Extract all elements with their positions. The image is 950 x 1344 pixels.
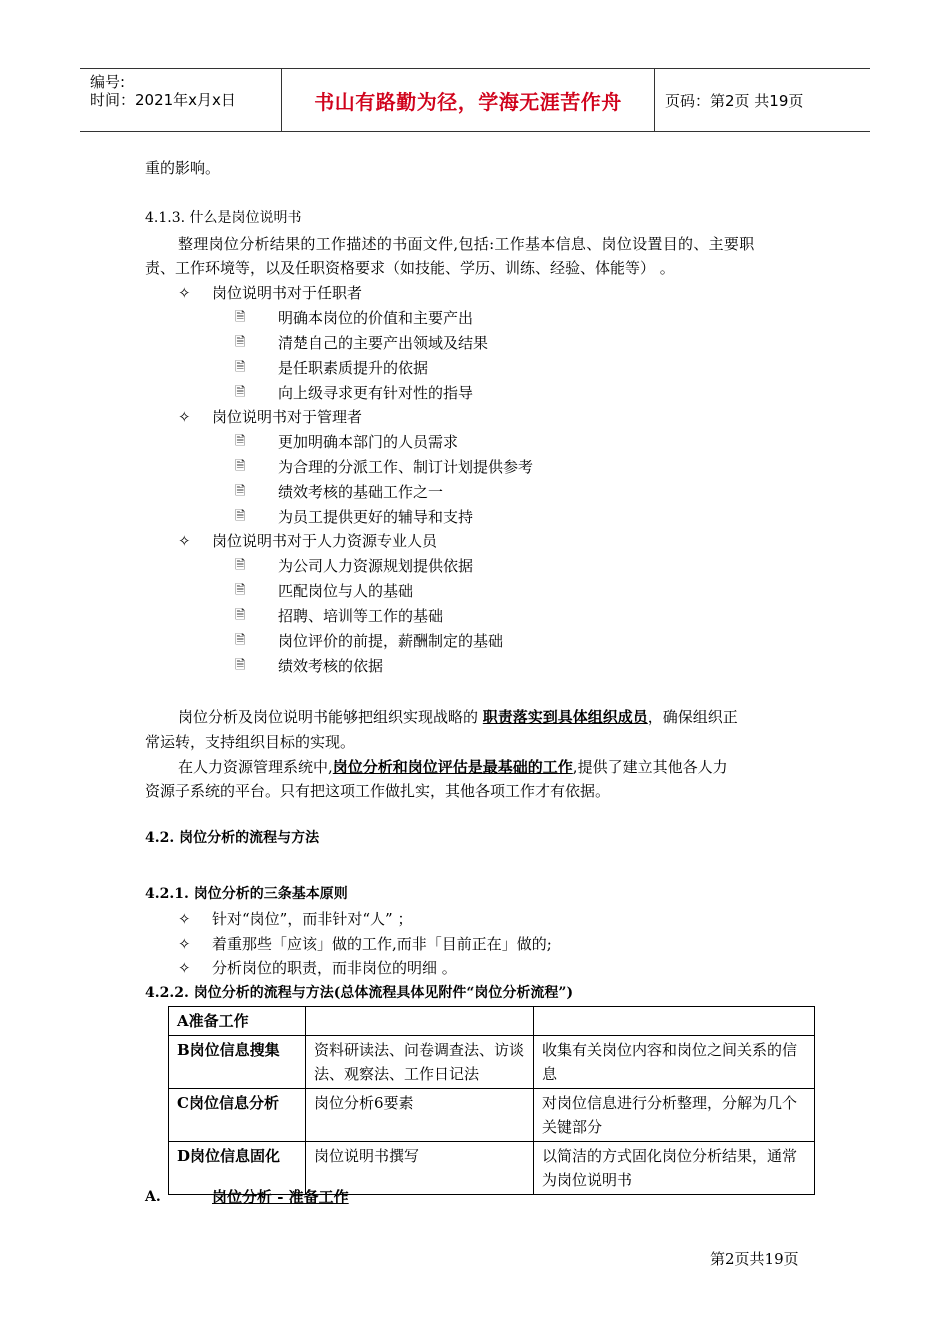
method-cell: [306, 1007, 534, 1036]
method-cell: 资料研读法、问卷调查法、访谈法、观察法、工作日记法: [306, 1036, 534, 1089]
list-item: 更加明确本部门的人员需求: [278, 433, 459, 451]
desc-cell: 对岗位信息进行分析整理，分解为几个关键部分: [534, 1089, 815, 1142]
emphasis-text: 职责落实到具体组织成员: [482, 708, 648, 726]
header-page-label: 页码：第2页 共19页: [665, 91, 804, 110]
diamond-bullet-icon: ✧: [178, 284, 191, 302]
list-item: 是任职素质提升的依据: [278, 359, 429, 377]
document-bullet-icon: 🗎: [235, 310, 246, 325]
diamond-bullet-icon: ✧: [178, 532, 191, 550]
step-cell: B岗位信息搜集: [169, 1036, 306, 1089]
emphasis-text: 岗位分析和岗位评估是最基础的工作: [332, 758, 573, 776]
header-meta: [80, 69, 282, 131]
list-item: 招聘、培训等工作的基础: [278, 607, 444, 625]
list-item: 为公司人力资源规划提供依据: [278, 557, 474, 575]
document-bullet-icon: 🗎: [235, 509, 246, 524]
diamond-bullet-icon: ✧: [178, 935, 191, 953]
footer-page-number: 第2页共19页: [710, 1250, 799, 1268]
principle-item: 针对“岗位”，而非针对“人” ；: [212, 910, 413, 928]
step-cell: D岗位信息固化: [169, 1142, 306, 1195]
diamond-bullet-icon: ✧: [178, 959, 191, 977]
page-header: [80, 68, 870, 132]
diamond-bullet-icon: ✧: [178, 910, 191, 928]
time-label: 时间：2021年x月x日: [90, 91, 236, 109]
table-row: [169, 1089, 815, 1142]
principle-item: 着重那些「应该」做的工作,而非「目前正在」做的;: [212, 935, 552, 953]
paragraph-line: 责、工作环境等，以及任职资格要求（如技能、学历、训练、经验、体能等） 。: [145, 259, 675, 277]
document-bullet-icon: 🗎: [235, 360, 246, 375]
section-letter: A.: [145, 1189, 161, 1205]
continued-line: 重的影响。: [145, 159, 221, 177]
document-bullet-icon: 🗎: [235, 658, 246, 673]
heading-4-1-3: 4.1.3. 什么是岗位说明书: [145, 210, 302, 226]
paragraph-line: 资源子系统的平台。只有把这项工作做扎实，其他各项工作才有依据。: [145, 782, 611, 800]
table-row: [169, 1036, 815, 1089]
paragraph-line: [178, 757, 728, 777]
list-item: 匹配岗位与人的基础: [278, 582, 414, 600]
document-bullet-icon: 🗎: [235, 608, 246, 623]
list-item: 绩效考核的基础工作之一: [278, 483, 444, 501]
document-bullet-icon: 🗎: [235, 633, 246, 648]
document-bullet-icon: 🗎: [235, 434, 246, 449]
list-item: 清楚自己的主要产出领域及结果: [278, 334, 489, 352]
step-cell: A准备工作: [169, 1007, 306, 1036]
document-bullet-icon: 🗎: [235, 459, 246, 474]
document-bullet-icon: 🗎: [235, 385, 246, 400]
document-bullet-icon: 🗎: [235, 335, 246, 350]
header-motto: 书山有路勤为径，学海无涯苦作舟: [282, 69, 655, 131]
list-item: 为合理的分派工作、制订计划提供参考: [278, 458, 534, 476]
desc-cell: [534, 1007, 815, 1036]
heading-4-2: 4.2. 岗位分析的流程与方法: [145, 830, 320, 846]
desc-cell: 以简洁的方式固化岗位分析结果，通常为岗位说明书: [534, 1142, 815, 1195]
heading-4-2-2: 4.2.2. 岗位分析的流程与方法(总体流程具体见附件“岗位分析流程”): [145, 985, 574, 1001]
number-label: 编号:: [90, 73, 126, 91]
heading-4-2-1: 4.2.1. 岗位分析的三条基本原则: [145, 886, 348, 902]
group-heading: 岗位说明书对于任职者: [212, 284, 363, 302]
group-heading: 岗位说明书对于人力资源专业人员: [212, 532, 438, 550]
paragraph-line: 常运转，支持组织目标的实现。: [145, 733, 356, 751]
list-item: 绩效考核的依据: [278, 657, 384, 675]
list-item: 向上级寻求更有针对性的指导: [278, 384, 474, 402]
method-cell: 岗位分析6要素: [306, 1089, 534, 1142]
desc-cell: 收集有关岗位内容和岗位之间关系的信息: [534, 1036, 815, 1089]
group-heading: 岗位说明书对于管理者: [212, 408, 363, 426]
diamond-bullet-icon: ✧: [178, 408, 191, 426]
list-item: 为员工提供更好的辅导和支持: [278, 508, 474, 526]
step-cell: C岗位信息分析: [169, 1089, 306, 1142]
document-bullet-icon: 🗎: [235, 484, 246, 499]
paragraph-line: [178, 707, 738, 727]
paragraph-line: 整理岗位分析结果的工作描述的书面文件,包括:工作基本信息、岗位设置目的、主要职: [178, 235, 755, 253]
list-item: 岗位评价的前提，薪酬制定的基础: [278, 632, 504, 650]
section-title: 岗位分析 - 准备工作: [212, 1188, 349, 1206]
list-item: 明确本岗位的价值和主要产出: [278, 309, 474, 327]
text-run: ,提供了建立其他各人力: [572, 758, 728, 776]
principle-item: 分析岗位的职责，而非岗位的明细 。: [212, 959, 457, 977]
text-run: ，确保组织正: [647, 708, 738, 726]
method-cell: 岗位说明书撰写: [306, 1142, 534, 1195]
table-row: [169, 1007, 815, 1036]
document-bullet-icon: 🗎: [235, 558, 246, 573]
process-table: [168, 1006, 815, 1195]
text-run: 在人力资源管理系统中,: [178, 758, 333, 776]
document-bullet-icon: 🗎: [235, 583, 246, 598]
text-run: 岗位分析及岗位说明书能够把组织实现战略的: [178, 708, 483, 726]
